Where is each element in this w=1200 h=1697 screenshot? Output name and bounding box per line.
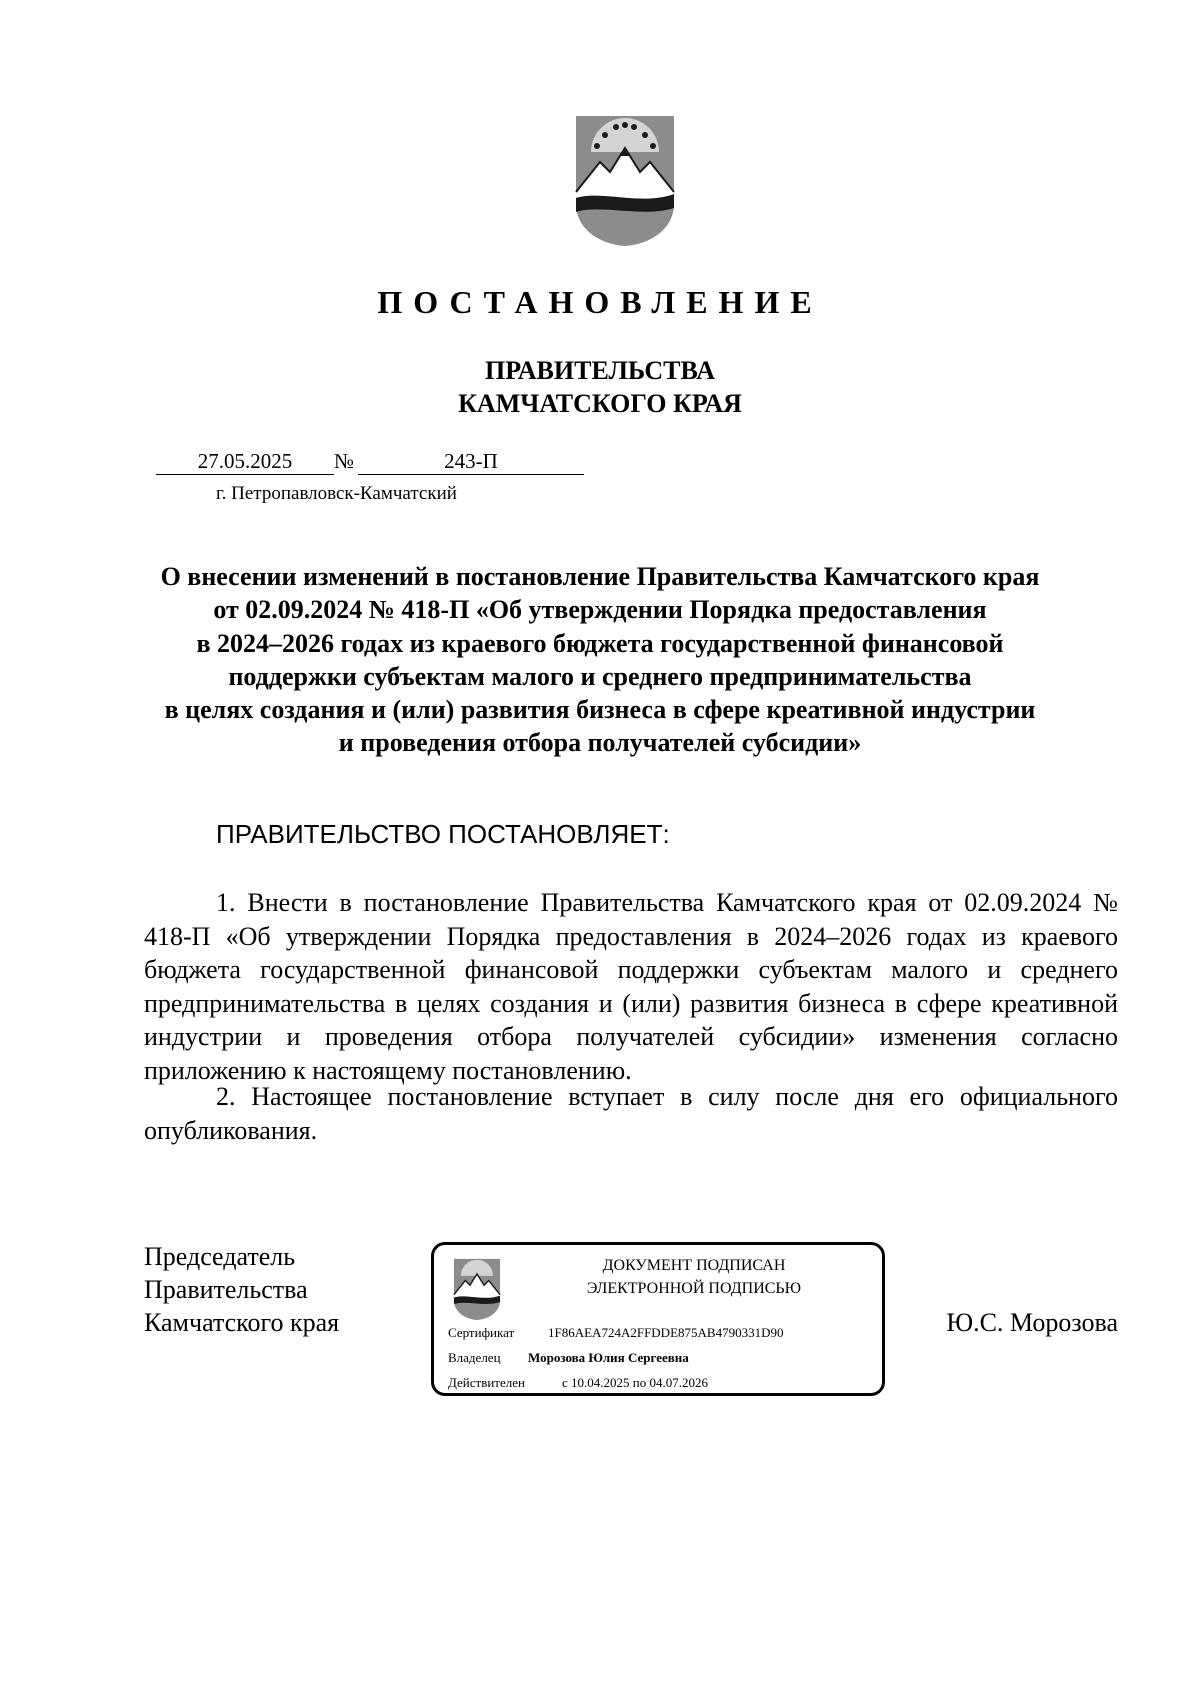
title-line: и проведения отбора получателей субсидии» bbox=[338, 728, 862, 758]
signer-title-line: Председатель bbox=[144, 1242, 296, 1271]
stamp-valid-row bbox=[448, 1374, 708, 1392]
valid-label: Действителен bbox=[448, 1375, 525, 1390]
stamp-header-line-1: ДОКУМЕНТ ПОДПИСАН bbox=[602, 1257, 786, 1274]
cert-value: 1F86AEA724A2FFDDE875AB4790331D90 bbox=[548, 1325, 784, 1340]
owner-value: Морозова Юлия Сергеевна bbox=[528, 1350, 689, 1365]
stamp-emblem-icon bbox=[452, 1257, 502, 1321]
decree-intro: ПРАВИТЕЛЬСТВО ПОСТАНОВЛЯЕТ: bbox=[216, 819, 670, 849]
coat-of-arms-icon bbox=[572, 112, 678, 248]
stamp-owner-row bbox=[448, 1349, 689, 1367]
owner-label: Владелец bbox=[448, 1350, 501, 1365]
city: г. Петропавловск-Камчатский bbox=[216, 483, 457, 504]
paragraph-2: 2. Настоящее постановление вступает в силу после дня его официального опубликования. bbox=[144, 1082, 1118, 1145]
document-date: 27.05.2025 bbox=[156, 448, 334, 475]
title-line: в 2024–2026 годах из краевого бюджета государственной финансовой bbox=[196, 628, 1004, 658]
document-type: ПОСТАНОВЛЕНИЕ bbox=[377, 284, 823, 320]
signer-title-line: Правительства bbox=[144, 1275, 308, 1304]
title-line: О внесении изменений в постановление Правительства Камчатского края bbox=[160, 562, 1040, 591]
signer-title-line: Камчатского края bbox=[144, 1308, 340, 1337]
stamp-cert-row bbox=[448, 1324, 783, 1342]
valid-value: с 10.04.2025 по 04.07.2026 bbox=[562, 1375, 708, 1390]
stamp-header-line-2: ЭЛЕКТРОННОЙ ПОДПИСЬЮ bbox=[586, 1280, 802, 1297]
title-line: в целях создания и (или) развития бизнеса в сфере креативной индустрии bbox=[164, 695, 1036, 725]
electronic-signature-stamp bbox=[431, 1242, 885, 1396]
cert-label: Сертификат bbox=[448, 1325, 515, 1340]
signer-title bbox=[144, 1240, 339, 1339]
document-number: 243-П bbox=[358, 448, 584, 475]
signer-name: Ю.С. Морозова bbox=[946, 1308, 1118, 1337]
paragraph-1: 1. Внести в постановление Правительства Камчатского края от 02.09.2024 № 418-П «Об утверждении Порядка предоставления в 2024–2026 годах из краевого бюджета государственной финансовой поддержки субъектам малого и среднего предпринимательства в целях создания и (или) развития бизнеса в сфере креативной индустрии и проведения отбора получателей субсидии» изменения согласно приложению к настоящему постановлению. bbox=[144, 888, 1118, 1085]
issuer-line-1: ПРАВИТЕЛЬСТВА bbox=[485, 356, 715, 385]
title-line: от 02.09.2024 № 418-П «Об утверждении Порядка предоставления bbox=[213, 595, 987, 625]
document-title bbox=[0, 560, 1200, 760]
issuer-line-2: КАМЧАТСКОГО КРАЯ bbox=[458, 389, 742, 418]
title-line: поддержки субъектам малого и среднего предпринимательства bbox=[228, 661, 972, 691]
number-sign: № bbox=[334, 449, 355, 473]
